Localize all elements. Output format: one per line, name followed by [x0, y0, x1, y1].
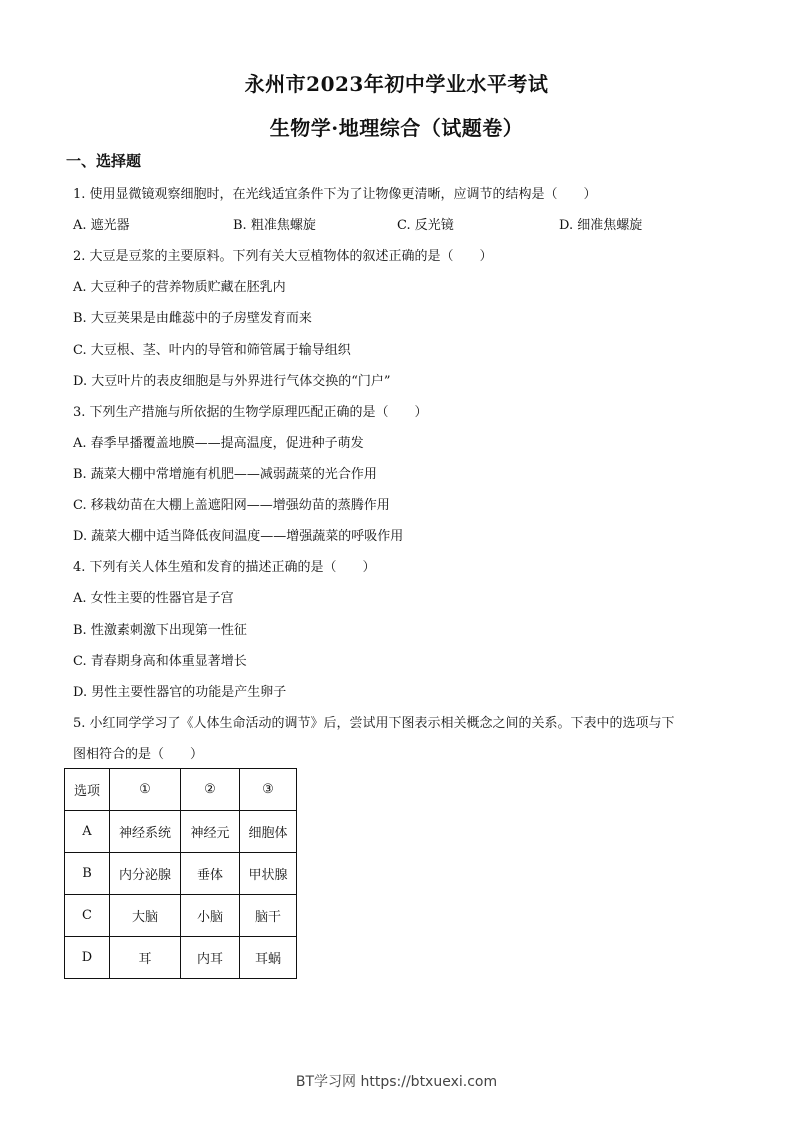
table-row: [65, 853, 297, 895]
table-cell: 甲状腺: [240, 853, 297, 895]
table-row: [65, 937, 297, 979]
question-3-option-d: D. 蔬菜大棚中适当降低夜间温度——增强蔬菜的呼吸作用: [73, 529, 404, 544]
question-4-option-d: D. 男性主要性器官的功能是产生卵子: [73, 685, 287, 700]
table-cell: A: [65, 811, 110, 853]
table-cell: B: [65, 853, 110, 895]
table-cell: 垂体: [181, 853, 240, 895]
question-2-option-d: D. 大豆叶片的表皮细胞是与外界进行气体交换的“门户”: [73, 374, 391, 389]
question-1-stem: 1. 使用显微镜观察细胞时，在光线适宜条件下为了让物像更清晰，应调节的结构是（ ）: [73, 187, 597, 202]
question-1-option-a: A. 遮光器: [73, 218, 130, 233]
table-cell: C: [65, 895, 110, 937]
table-cell: 耳蜗: [240, 937, 297, 979]
question-3-stem: 3. 下列生产措施与所依据的生物学原理匹配正确的是（ ）: [73, 405, 428, 420]
question-5-stem-line2: 图相符合的是（ ）: [73, 747, 204, 762]
question-3-option-b: B. 蔬菜大棚中常增施有机肥——减弱蔬菜的光合作用: [73, 467, 377, 482]
table-cell: 脑干: [240, 895, 297, 937]
table-cell: 神经系统: [110, 811, 181, 853]
question-4-option-c: C. 青春期身高和体重显著增长: [73, 654, 247, 669]
table-header-cell: ②: [181, 769, 240, 811]
question-5-table: [64, 768, 297, 979]
table-cell: 耳: [110, 937, 181, 979]
table-row: [65, 811, 297, 853]
table-row: [65, 895, 297, 937]
exam-subtitle: 生物学·地理综合（试题卷）: [269, 116, 524, 140]
table-cell: 内分泌腺: [110, 853, 181, 895]
question-2-stem: 2. 大豆是豆浆的主要原料。下列有关大豆植物体的叙述正确的是（ ）: [73, 249, 493, 264]
question-2-option-a: A. 大豆种子的营养物质贮藏在胚乳内: [73, 280, 286, 295]
question-4-option-b: B. 性激素刺激下出现第一性征: [73, 623, 247, 638]
table-cell: 细胞体: [240, 811, 297, 853]
table-header-cell: 选项: [65, 769, 110, 811]
table-cell: 大脑: [110, 895, 181, 937]
question-3-option-c: C. 移栽幼苗在大棚上盖遮阳网——增强幼苗的蒸腾作用: [73, 498, 390, 513]
table-cell: 神经元: [181, 811, 240, 853]
question-2-option-b: B. 大豆荚果是由雌蕊中的子房壁发育而来: [73, 311, 312, 326]
question-1-option-d: D. 细准焦螺旋: [559, 218, 643, 233]
question-4-option-a: A. 女性主要的性器官是子宫: [73, 591, 234, 606]
question-1-option-c: C. 反光镜: [397, 218, 454, 233]
table-cell: D: [65, 937, 110, 979]
table-header-cell: ③: [240, 769, 297, 811]
table-header-row: [65, 769, 297, 811]
table-cell: 内耳: [181, 937, 240, 979]
section-heading: 一、选择题: [66, 152, 142, 170]
question-3-option-a: A. 春季早播覆盖地膜——提高温度，促进种子萌发: [73, 436, 364, 451]
question-1-option-b: B. 粗准焦螺旋: [233, 218, 316, 233]
table-header-cell: ①: [110, 769, 181, 811]
footer-watermark: BT学习网 https://btxuexi.com: [295, 1074, 498, 1090]
question-2-option-c: C. 大豆根、茎、叶内的导管和筛管属于输导组织: [73, 343, 351, 358]
question-5-stem-line1: 5. 小红同学学习了《人体生命活动的调节》后，尝试用下图表示相关概念之间的关系。下表中的选项与下: [73, 716, 675, 731]
table-cell: 小脑: [181, 895, 240, 937]
question-4-stem: 4. 下列有关人体生殖和发育的描述正确的是（ ）: [73, 560, 376, 575]
exam-title: 永州市2023年初中学业水平考试: [244, 72, 549, 96]
